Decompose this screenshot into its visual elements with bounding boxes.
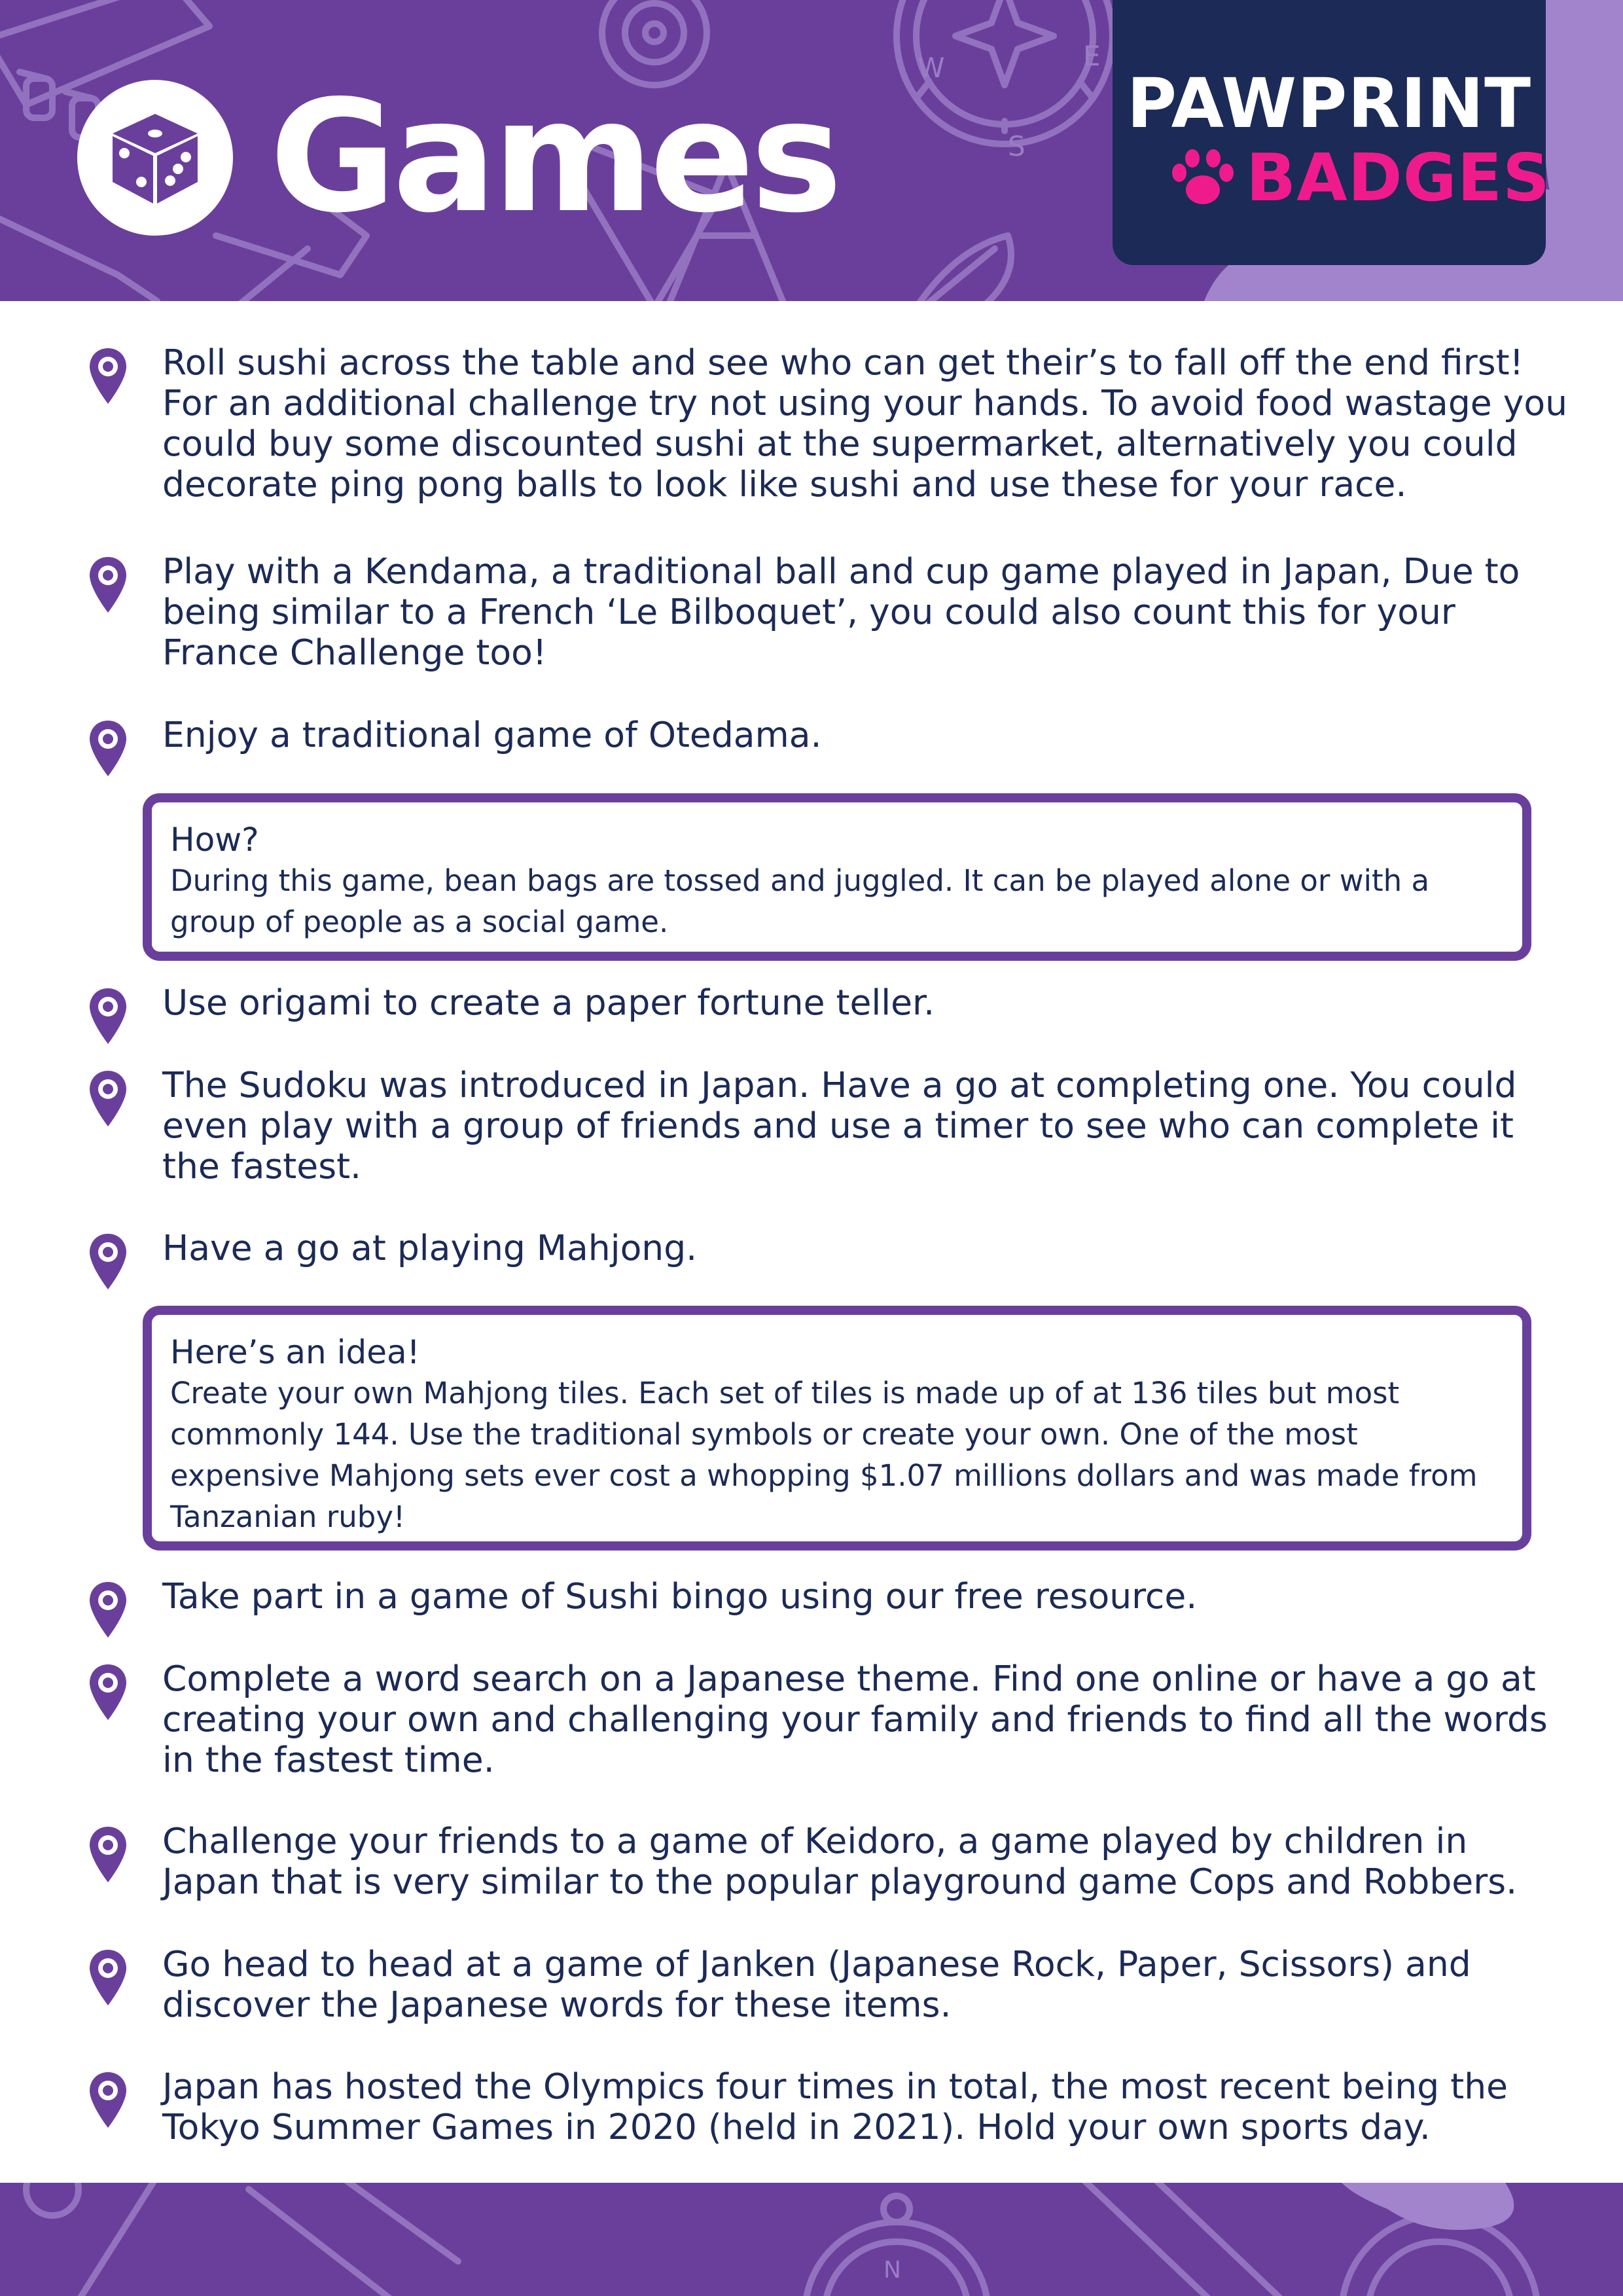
location-pin-icon bbox=[88, 346, 128, 406]
svg-text:E: E bbox=[1083, 40, 1101, 72]
tip-box bbox=[143, 1306, 1531, 1551]
list-item-text: Have a go at playing Mahjong. bbox=[162, 1227, 698, 1268]
tip-box-body: During this game, bean bags are tossed and juggled. It can be played alone or with a group of people as a social game. bbox=[170, 863, 1430, 939]
footer-doodle-pattern bbox=[0, 2183, 1623, 2296]
location-pin-icon bbox=[88, 555, 128, 615]
location-pin-icon bbox=[88, 719, 128, 779]
list-item-text: Use origami to create a paper fortune teller. bbox=[162, 982, 935, 1023]
location-pin-icon bbox=[88, 1580, 128, 1640]
logo-wordmark-bottom-row bbox=[1170, 139, 1550, 217]
list-item-text: Take part in a game of Sushi bingo using our free resource. bbox=[162, 1575, 1198, 1617]
list-item-text: Challenge your friends to a game of Keidoro, a game played by children in Japan that is very similar to the popular playground game Cops and Robbers. bbox=[162, 1820, 1518, 1902]
list-item-text: Play with a Kendama, a traditional ball and cup game played in Japan, Due to being similar to a French ‘Le Bilboquet’, you could also count this for your France Challenge too! bbox=[162, 550, 1520, 673]
location-pin-icon bbox=[88, 1232, 128, 1292]
svg-text:S: S bbox=[1008, 130, 1026, 162]
tip-box-body: Create your own Mahjong tiles. Each set of tiles is made up of at 136 tiles but most commonly 144. Use the traditional symbols or create your own. One of the most expensive Mahjong sets ever cost a whopping $1.07 millions dollars and was made from Tanzanian ruby! bbox=[170, 1376, 1478, 1534]
brand-logo bbox=[1113, 0, 1551, 265]
tip-box-title: How? bbox=[170, 821, 259, 859]
tip-box-title: Here’s an idea! bbox=[170, 1333, 420, 1371]
location-pin-icon bbox=[88, 1069, 128, 1129]
location-pin-icon bbox=[88, 1825, 128, 1885]
location-pin-icon bbox=[88, 1662, 128, 1723]
tip-box bbox=[143, 793, 1531, 961]
list-item-text: Japan has hosted the Olympics four times in total, the most recent being the Tokyo Summer Games in 2020 (held in 2021). Hold your own sports day. bbox=[162, 2066, 1508, 2147]
dice-icon bbox=[106, 109, 204, 207]
footer-banner bbox=[0, 2183, 1623, 2296]
list-item-text: The Sudoku was introduced in Japan. Have a go at completing one. You could even play with a group of friends and use a timer to see who can complete it the fastest. bbox=[162, 1064, 1517, 1187]
list-item-text: Enjoy a traditional game of Otedama. bbox=[162, 714, 822, 755]
list-item-text: Complete a word search on a Japanese theme. Find one online or have a go at creating your own and challenging your family and friends to find all the words in the fastest time. bbox=[162, 1658, 1548, 1780]
svg-text:N: N bbox=[883, 2257, 901, 2284]
location-pin-icon bbox=[88, 986, 128, 1047]
logo-wordmark-bottom: BADGES bbox=[1246, 139, 1551, 216]
list-item-text: Roll sushi across the table and see who can get their’s to fall off the end first! For an additional challenge try not using your hands. To avoid food wastage you could buy some discounted sushi at the supermarket, alternatively you could decorate ping pong balls to look like sushi and use these for your race. bbox=[162, 342, 1568, 505]
svg-text:W: W bbox=[918, 52, 945, 84]
dice-badge bbox=[77, 80, 233, 236]
logo-wordmark-top: PAWPRINT bbox=[1126, 63, 1532, 143]
location-pin-icon bbox=[88, 1948, 128, 2008]
location-pin-icon bbox=[88, 2070, 128, 2130]
paw-icon bbox=[1170, 148, 1236, 208]
page-title: Games bbox=[270, 67, 839, 247]
list-item-text: Go head to head at a game of Janken (Japanese Rock, Paper, Scissors) and discover the Japanese words for these items. bbox=[162, 1943, 1471, 2025]
